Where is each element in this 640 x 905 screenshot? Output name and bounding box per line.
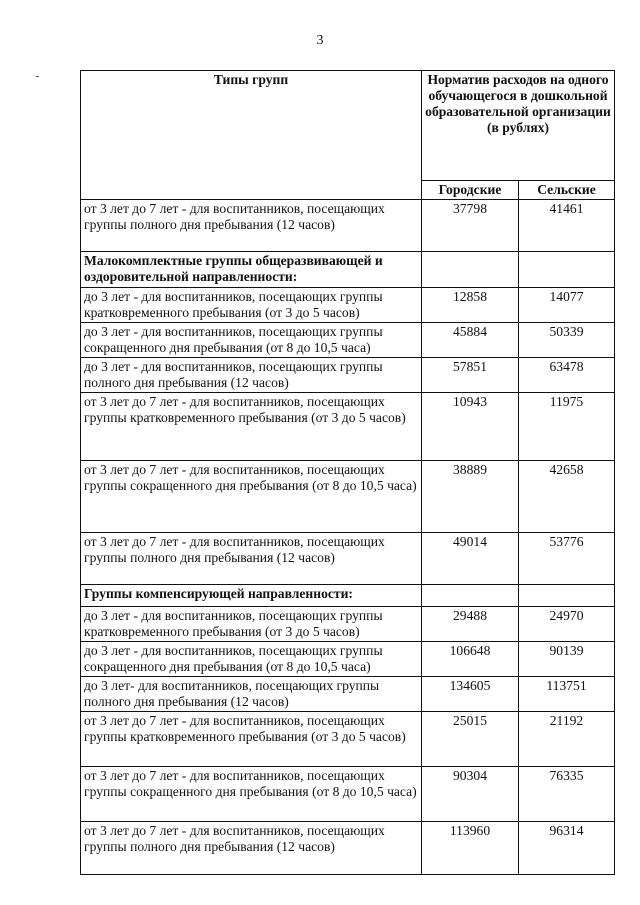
row-rural-value: 11975 xyxy=(519,393,615,461)
row-type: от 3 лет до 7 лет - для воспитанников, посещающих группы сокращенного дня пребывания (от 8 до 10,5 часа) xyxy=(81,767,422,822)
row-city-value: 57851 xyxy=(422,358,519,393)
row-type: до 3 лет - для воспитанников, посещающих группы полного дня пребывания (12 часов) xyxy=(81,358,422,393)
table-row xyxy=(81,323,615,358)
row-type: от 3 лет до 7 лет - для воспитанников, посещающих группы сокращенного дня пребывания (от 8 до 10,5 часа) xyxy=(81,461,422,533)
row-city-value: 113960 xyxy=(422,822,519,875)
row-type: до 3 лет - для воспитанников, посещающих группы сокращенного дня пребывания (от 8 до 10,5 часа) xyxy=(81,323,422,358)
row-city-value: 45884 xyxy=(422,323,519,358)
row-rural-value: 21192 xyxy=(519,712,615,767)
row-type: до 3 лет - для воспитанников, посещающих группы кратковременного пребывания (от 3 до 5 часов) xyxy=(81,607,422,642)
table-row xyxy=(81,642,615,677)
row-rural-value: 53776 xyxy=(519,533,615,585)
row-rural-value: 76335 xyxy=(519,767,615,822)
table-row xyxy=(81,607,615,642)
section-title: Группы компенсирующей направленности: xyxy=(81,585,422,607)
norm-table xyxy=(80,70,615,875)
row-city-value: 37798 xyxy=(422,200,519,252)
header-types: Типы групп xyxy=(81,71,422,200)
table-row xyxy=(81,822,615,875)
row-type: от 3 лет до 7 лет - для воспитанников, посещающих группы кратковременного пребывания (от 3 до 5 часов) xyxy=(81,712,422,767)
row-type: от 3 лет до 7 лет - для воспитанников, посещающих группы полного дня пребывания (12 часов) xyxy=(81,533,422,585)
table-row xyxy=(81,533,615,585)
row-rural-value: 113751 xyxy=(519,677,615,712)
section-row xyxy=(81,252,615,288)
empty-cell xyxy=(422,585,519,607)
table-row xyxy=(81,767,615,822)
row-rural-value: 96314 xyxy=(519,822,615,875)
row-city-value: 10943 xyxy=(422,393,519,461)
table-row xyxy=(81,288,615,323)
row-type: от 3 лет до 7 лет - для воспитанников, посещающих группы полного дня пребывания (12 часов) xyxy=(81,822,422,875)
table-row xyxy=(81,358,615,393)
header-norm: Норматив расходов на одного обучающегося в дошкольной образовательной организации (в рублях) xyxy=(422,71,615,181)
table-row xyxy=(81,677,615,712)
row-city-value: 90304 xyxy=(422,767,519,822)
table-row xyxy=(81,393,615,461)
row-type: до 3 лет- для воспитанников, посещающих группы полного дня пребывания (12 часов) xyxy=(81,677,422,712)
row-rural-value: 14077 xyxy=(519,288,615,323)
row-city-value: 29488 xyxy=(422,607,519,642)
row-rural-value: 24970 xyxy=(519,607,615,642)
empty-cell xyxy=(519,252,615,288)
header-city: Городские xyxy=(422,181,519,200)
row-rural-value: 63478 xyxy=(519,358,615,393)
section-title: Малокомплектные группы общеразвивающей и оздоровительной направленности: xyxy=(81,252,422,288)
row-city-value: 106648 xyxy=(422,642,519,677)
row-city-value: 25015 xyxy=(422,712,519,767)
empty-cell xyxy=(519,585,615,607)
row-city-value: 38889 xyxy=(422,461,519,533)
page-number: 3 xyxy=(316,33,324,48)
header-rural: Сельские xyxy=(519,181,615,200)
row-city-value: 49014 xyxy=(422,533,519,585)
empty-cell xyxy=(422,252,519,288)
row-type: до 3 лет - для воспитанников, посещающих группы сокращенного дня пребывания (от 8 до 10,5 часа) xyxy=(81,642,422,677)
row-type: от 3 лет до 7 лет - для воспитанников, посещающих группы кратковременного пребывания (от 3 до 5 часов) xyxy=(81,393,422,461)
table-row xyxy=(81,200,615,252)
row-city-value: 134605 xyxy=(422,677,519,712)
table-row xyxy=(81,712,615,767)
row-rural-value: 50339 xyxy=(519,323,615,358)
row-rural-value: 90139 xyxy=(519,642,615,677)
section-row xyxy=(81,585,615,607)
table-row xyxy=(81,461,615,533)
row-rural-value: 41461 xyxy=(519,200,615,252)
row-city-value: 12858 xyxy=(422,288,519,323)
row-type: до 3 лет - для воспитанников, посещающих группы кратковременного пребывания (от 3 до 5 часов) xyxy=(81,288,422,323)
row-rural-value: 42658 xyxy=(519,461,615,533)
row-type: от 3 лет до 7 лет - для воспитанников, посещающих группы полного дня пребывания (12 часов) xyxy=(81,200,422,252)
scan-mark xyxy=(36,76,39,77)
